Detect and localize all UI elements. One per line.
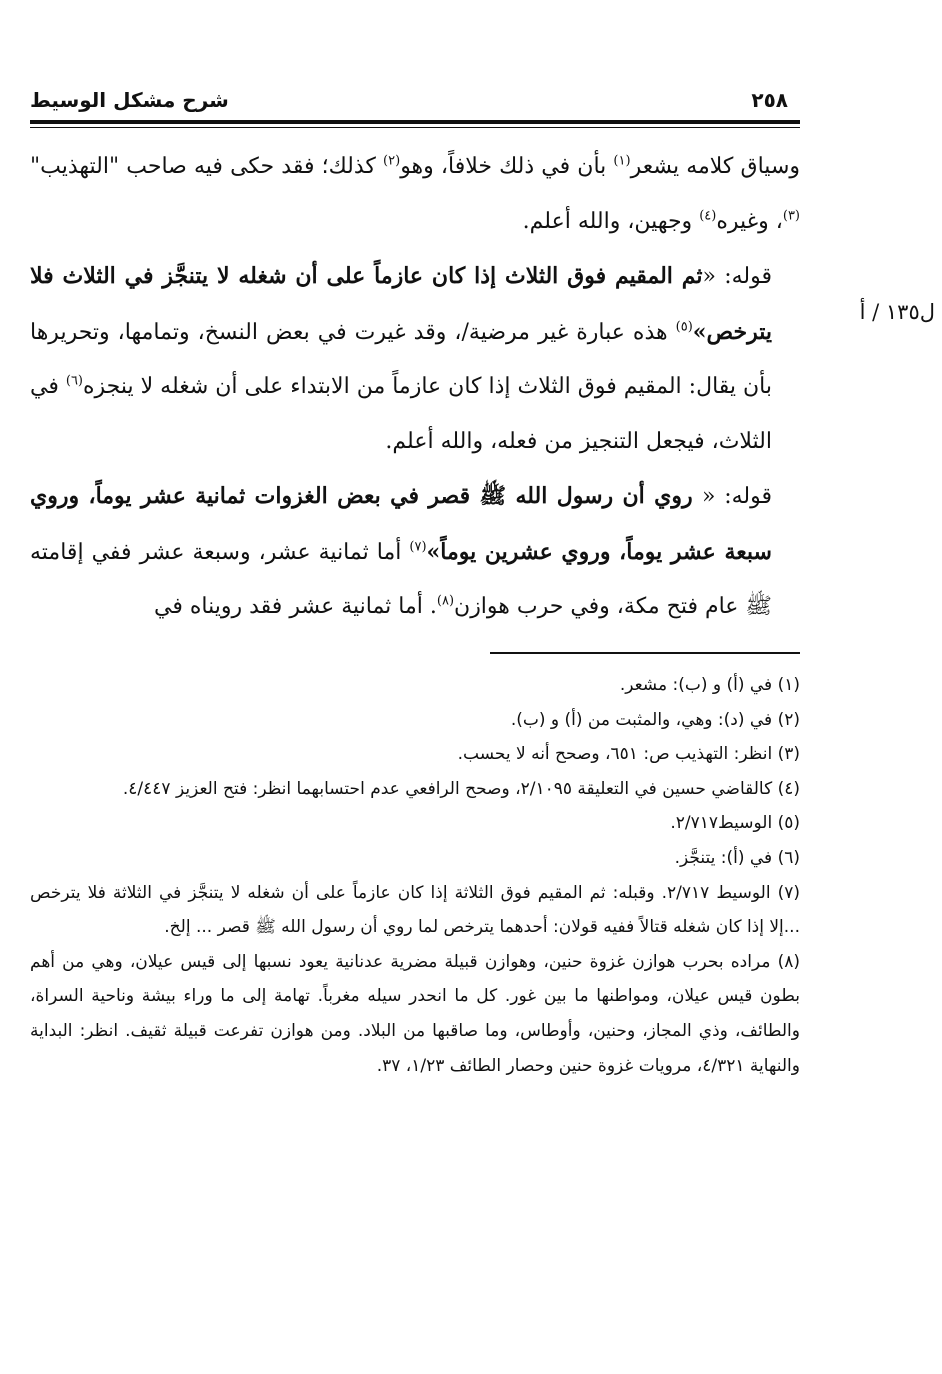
text-run: أما ثمانية عشر، وسبعة عشر ففي إقامته ﷺ عام فتح مكة، وفي حرب هوازن: [30, 539, 772, 619]
footnote-ref: (٣): [782, 208, 800, 224]
quoted-text: ثم المقيم فوق الثلاث إذا كان عازماً على أن شغله لا يتنجَّز في الثلاث فلا يترخص: [30, 263, 772, 345]
text-run: ، وغيره: [716, 208, 783, 234]
footnote-1: (١) في (أ) و (ب): مشعر.: [619, 675, 800, 695]
footnote-7: (٧) الوسيط ٢/٧١٧. وقبله: ثم المقيم فوق الثلاثة إذا كان عازماً على أن شغله لا يتنجَّز في الثلاثة فلا يترخص ...إلا إذا كان شغله قتالاً ففيه قولان: أحدهما يترخص لما روي أن رسول الله ﷺ قصر ... إلخ.: [30, 882, 800, 938]
text-run: . أما ثمانية عشر فقد رويناه في: [154, 594, 437, 619]
footnote-ref: (٥): [675, 319, 693, 335]
footnote-3: (٣) انظر: التهذيب ص: ٦٥١، وصحح أنه لا يحسب.: [457, 744, 800, 765]
running-header: [30, 88, 800, 118]
footnote-separator: [490, 652, 800, 654]
quote-close: »: [426, 538, 441, 565]
footnote-5: (٥) الوسيط٢/٧١٧.: [670, 813, 800, 834]
text-run: بأن في ذلك خلافاً، وهو: [400, 154, 614, 179]
manuscript-folio-marker: ل١٣٥ / أ: [859, 300, 935, 324]
text-run: قوله: «: [702, 484, 772, 509]
text-run: وجهين، والله أعلم.: [522, 208, 700, 234]
footnotes: [30, 668, 800, 1083]
header-rule-thick: [30, 120, 800, 124]
text-run: قوله: «: [702, 264, 772, 289]
footnote-8: (٨) مراده بحرب هوازن غزوة حنين، وهوازن قبيلة مضرية عدنانية يعود نسبها إلى قيس عيلان، وهي من أهم بطون قيس عيلان، ومواطنها ما بين غور. كل ما انحدر سيله مغرباً. تهامة إلى ما وراء بيشة وناحية السراة، والطائف، وذي المجاز، وحنين، وأوطاس، وما صاقبها من البلاد. ومن هوازن تفرعت قبيلة ثقيف. انظر: البداية والنهاية ٤/٣٢١، مرويات غزوة حنين وحصار الطائف ١/٢٣، ٣٧.: [30, 951, 800, 1076]
quoted-text: روي أن رسول الله ﷺ قصر في بعض الغزوات ثمانية عشر يوماً، وروي سبعة عشر يوماً، وروي عشرين يوماً: [30, 483, 772, 565]
text-run: كذلك؛ فقد حكى فيه صاحب "التهذيب": [30, 154, 384, 179]
main-text: [30, 140, 800, 635]
book-title: شرح مشكل الوسيط: [30, 88, 229, 112]
footnote-ref: (٧): [409, 539, 427, 555]
footnote-4: (٤) كالقاضي حسين في التعليقة ٢/١٠٩٥، وصحح الرافعي عدم احتسابهما انظر: فتح العزيز ٤/٤٤٧.: [122, 778, 800, 799]
footnote-2: (٢) في (د): وهي، والمثبت من (أ) و (ب).: [510, 709, 800, 730]
footnote-ref: (٤): [699, 208, 717, 224]
paragraph-3: [30, 469, 800, 635]
footnote-ref: (٢): [383, 153, 401, 169]
paragraph-2: [30, 249, 800, 469]
paragraph-1: [30, 140, 800, 249]
header-rule-thin: [30, 127, 800, 128]
footnote-ref: (٨): [436, 593, 455, 609]
text-run: هذه عبارة غير مرضية/، وقد غيرت في بعض النسخ، وتمامها، وتحريرها بأن يقال: المقيم فوق الثلاث إذا كان عازماً من الابتداء على أن شغله لا ينجزه: [30, 319, 772, 399]
footnote-6: (٦) في (أ): يتنجَّز.: [674, 847, 800, 868]
quote-close: »: [692, 318, 707, 345]
footnote-ref: (١): [613, 153, 631, 169]
page-number: ٢٥٨: [751, 88, 788, 112]
footnote-ref: (٦): [65, 373, 83, 389]
text-run: في الثلاث، فيجعل التنجيز من فعله، والله أعلم.: [30, 374, 772, 454]
text-run: وسياق كلامه يشعر: [630, 154, 800, 179]
